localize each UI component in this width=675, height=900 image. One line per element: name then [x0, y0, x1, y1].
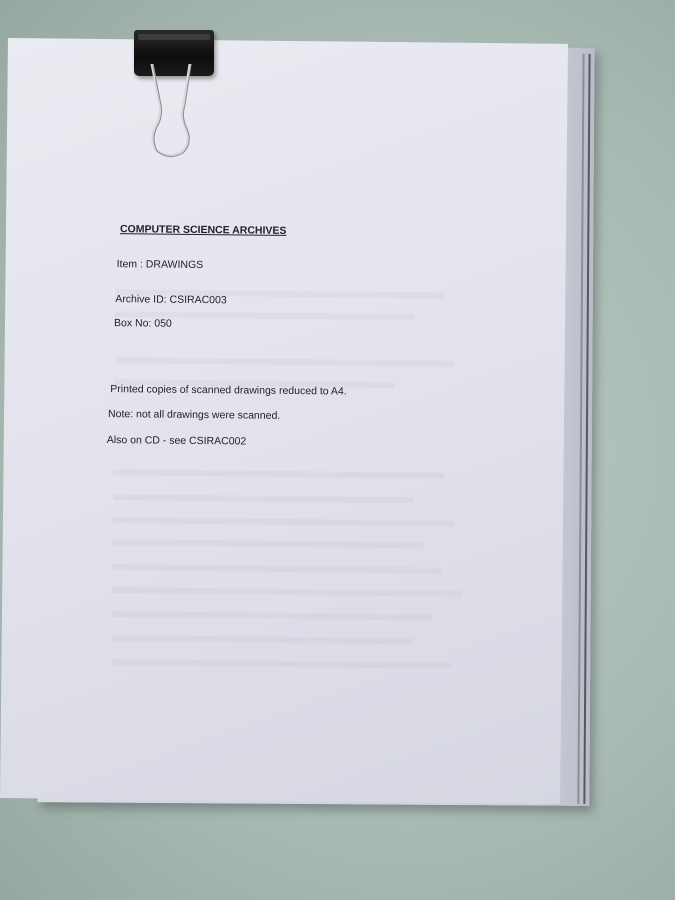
bleed-through-line	[111, 659, 451, 669]
item-line: Item : DRAWINGS	[116, 258, 204, 272]
binder-clip-shine	[138, 34, 210, 40]
bleed-through-line	[112, 564, 442, 573]
bleed-through-line	[115, 357, 455, 367]
note-not-all-scanned: Note: not all drawings were scanned.	[108, 408, 281, 422]
bleed-through-line	[112, 587, 462, 597]
bleed-through-line	[112, 611, 432, 620]
bleed-through-line	[113, 539, 423, 548]
note-also-on-cd: Also on CD - see CSIRAC002	[106, 434, 247, 448]
binder-clip-handle-icon	[138, 64, 198, 164]
archive-id-line: Archive ID: CSIRAC003	[115, 293, 227, 307]
bleed-through-line	[113, 494, 413, 503]
box-number-line: Box No: 050	[113, 317, 172, 330]
cover-page-content	[0, 38, 568, 804]
bleed-through-line	[113, 469, 443, 478]
bleed-through-line	[112, 635, 412, 644]
cover-page	[0, 38, 568, 804]
bleed-through-line	[113, 517, 453, 527]
note-printed-copies: Printed copies of scanned drawings reduced to A4.	[110, 383, 347, 398]
archive-heading: COMPUTER SCIENCE ARCHIVES	[119, 223, 287, 237]
stack-edge-line	[583, 54, 590, 804]
